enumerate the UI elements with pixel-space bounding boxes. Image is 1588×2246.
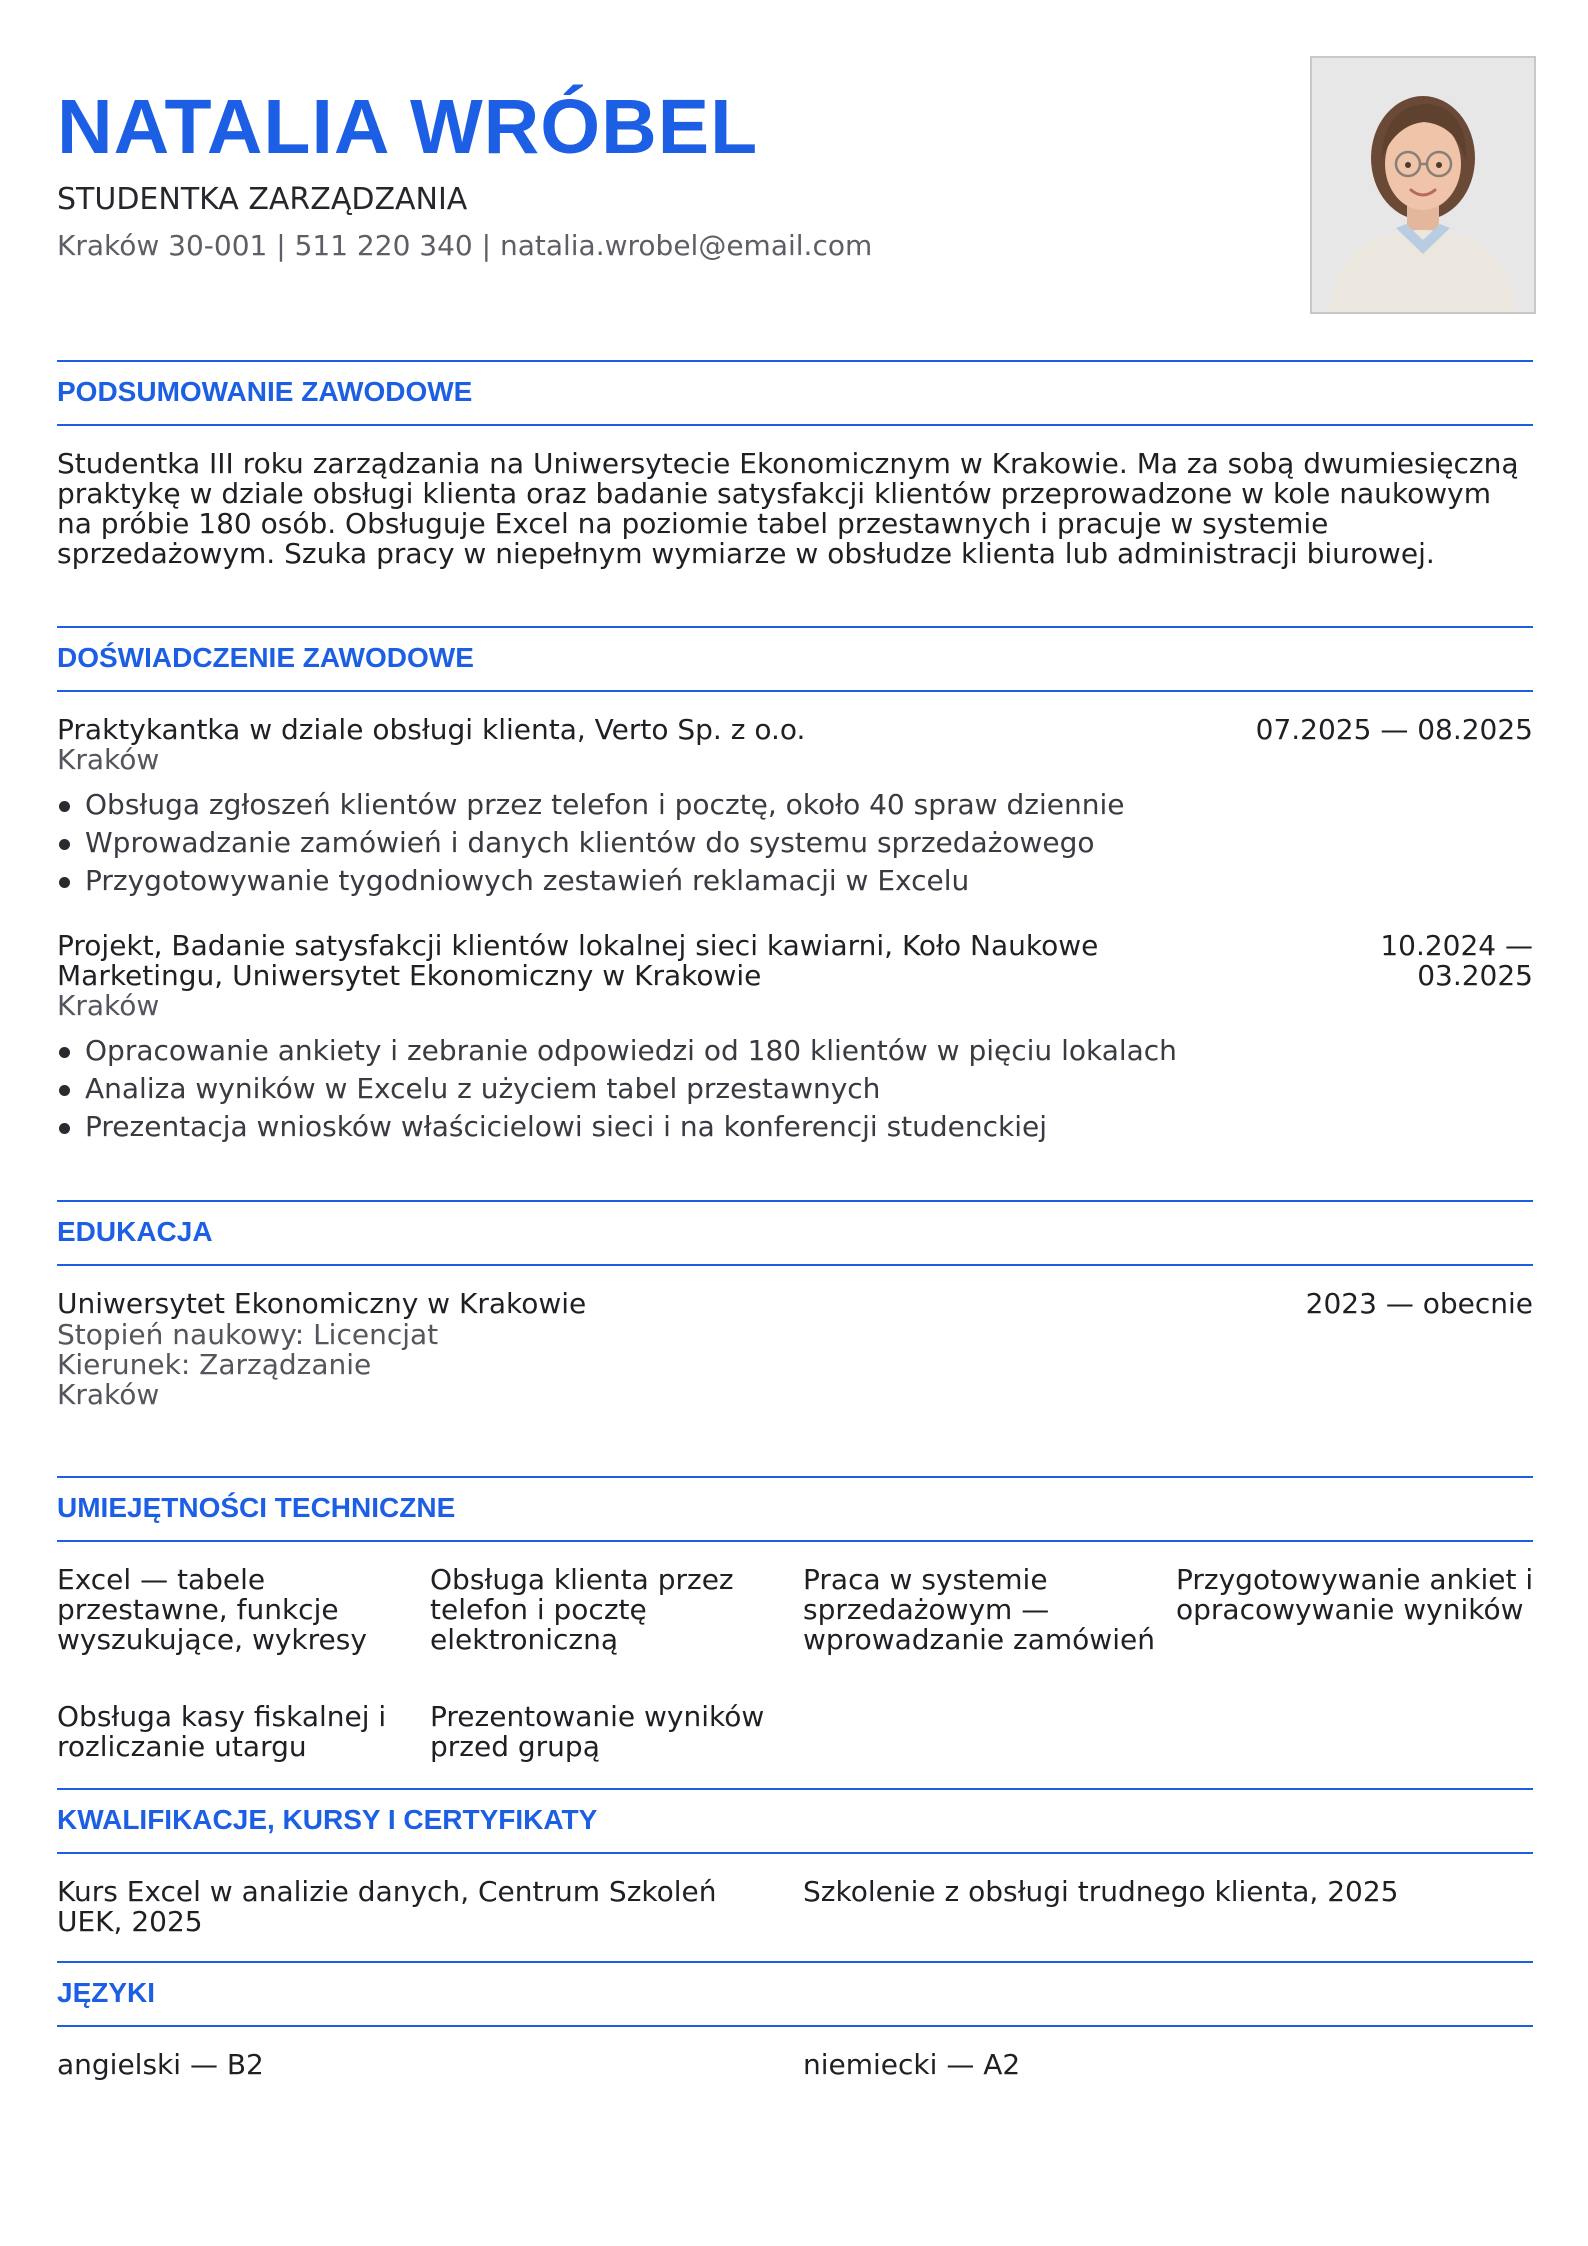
language-item: angielski — B2 <box>57 2048 264 2081</box>
list-item: Analiza wyników w Excelu z użyciem tabel przestawnych <box>57 1070 1177 1108</box>
certificate-item: Szkolenie z obsługi trudnego klienta, 2025 <box>803 1875 1399 1908</box>
list-item: Wprowadzanie zamówień i danych klientów do systemu sprzedażowego <box>57 824 1124 862</box>
candidate-headline: STUDENTKA ZARZĄDZANIA <box>57 182 468 217</box>
job-title: Praktykantka w dziale obsługi klienta, Verto Sp. z o.o. <box>57 713 806 746</box>
list-item: Opracowanie ankiety i zebranie odpowiedzi od 180 klientów w pięciu lokalach <box>57 1032 1177 1070</box>
project-location: Kraków <box>57 989 160 1022</box>
job-bullets <box>57 786 1124 900</box>
divider <box>57 1264 1533 1266</box>
languages-heading: JĘZYKI <box>57 1977 156 2008</box>
divider <box>57 1788 1533 1790</box>
divider <box>57 626 1533 628</box>
divider <box>57 1540 1533 1542</box>
experience-heading: DOŚWIADCZENIE ZAWODOWE <box>57 642 474 673</box>
skills-heading: UMIEJĘTNOŚCI TECHNICZNE <box>57 1492 456 1523</box>
divider <box>57 1476 1533 1478</box>
project-bullets <box>57 1032 1177 1146</box>
education-heading: EDUKACJA <box>57 1216 213 1247</box>
skill-item: Excel — tabele przestawne, funkcje wyszukujące, wykresy <box>57 1563 367 1656</box>
project-title-line-2: Marketingu, Uniwersytet Ekonomiczny w Krakowie <box>57 959 762 992</box>
divider <box>57 1961 1533 1963</box>
skill-item: Prezentowanie wyników przed grupą <box>430 1700 765 1763</box>
language-item: niemiecki — A2 <box>803 2048 1021 2081</box>
project-dates-line-2: 03.2025 <box>1417 959 1533 992</box>
divider <box>57 2025 1533 2027</box>
candidate-name: NATALIA WRÓBEL <box>57 84 759 170</box>
divider <box>57 1852 1533 1854</box>
divider <box>57 424 1533 426</box>
skill-item: Praca w systemie sprzedażowym — wprowadzanie zamówień <box>803 1563 1155 1656</box>
profile-photo <box>1310 56 1536 314</box>
certificate-item: Kurs Excel w analizie danych, Centrum Szkoleń UEK, 2025 <box>57 1875 717 1938</box>
project-title-line-1: Projekt, Badanie satysfakcji klientów lokalnej sieci kawiarni, Koło Naukowe <box>57 929 1099 962</box>
skill-item: Przygotowywanie ankiet i opracowywanie wyników <box>1176 1563 1534 1626</box>
education-location: Kraków <box>57 1378 160 1411</box>
degree: Stopień naukowy: Licencjat <box>57 1318 439 1351</box>
job-dates: 07.2025 — 08.2025 <box>1255 713 1533 746</box>
list-item: Prezentacja wniosków właścicielowi sieci i na konferencji studenckiej <box>57 1108 1177 1146</box>
field-of-study: Kierunek: Zarządzanie <box>57 1348 372 1381</box>
divider <box>57 1200 1533 1202</box>
summary-heading: PODSUMOWANIE ZAWODOWE <box>57 376 473 407</box>
job-location: Kraków <box>57 743 160 776</box>
list-item: Przygotowywanie tygodniowych zestawień reklamacji w Excelu <box>57 862 1124 900</box>
project-dates-line-1: 10.2024 — <box>1380 929 1533 962</box>
summary-text: Studentka III roku zarządzania na Uniwersytecie Ekonomicznym w Krakowie. Ma za sobą dwumiesięczną praktykę w dziale obsługi klienta oraz badanie satysfakcji klientów przeprowadzone w kole naukowym na próbie 180 osób. Obsługuje Excel na poziomie tabel przestawnych i pracuje w systemie sprzedażowym. Szuka pracy w niepełnym wymiarze w obsłudze klienta lub administracji biurowej. <box>57 447 1519 570</box>
skill-item: Obsługa klienta przez telefon i pocztę elektroniczną <box>430 1563 734 1656</box>
school-name: Uniwersytet Ekonomiczny w Krakowie <box>57 1287 587 1320</box>
certificates-heading: KWALIFIKACJE, KURSY I CERTYFIKATY <box>57 1804 598 1835</box>
skill-item: Obsługa kasy fiskalnej i rozliczanie utargu <box>57 1700 387 1763</box>
divider <box>57 690 1533 692</box>
list-item: Obsługa zgłoszeń klientów przez telefon i pocztę, około 40 spraw dziennie <box>57 786 1124 824</box>
divider <box>57 360 1533 362</box>
contact-line: Kraków 30-001 | 511 220 340 | natalia.wrobel@email.com <box>57 229 873 262</box>
education-dates: 2023 — obecnie <box>1305 1287 1533 1320</box>
